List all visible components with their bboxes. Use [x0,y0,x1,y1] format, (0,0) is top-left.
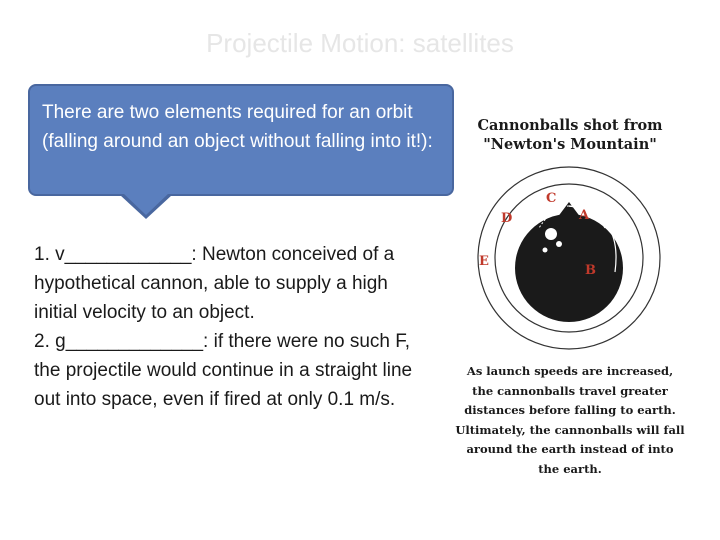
callout-box [28,84,454,196]
earth-speckle [556,241,562,247]
label-c: C [546,191,557,206]
label-b: B [585,263,596,278]
body-text [34,240,434,414]
earth-speckle [545,228,557,240]
label-d: D [501,211,513,226]
figure-title [455,116,685,154]
gravity-item: 2. g_____________: if there were no such F, the projectile would continue in a straight line out into space, even if fired at only 0.1 m/s. [34,331,413,410]
label-a: A [579,208,590,223]
slide-title: Projectile Motion: satellites [206,28,514,58]
figure-caption: As launch speeds are increased, the cannonballs travel greater distances before falling to earth. Ultimately, the cannonballs will fall around the earth instead of into the earth. [455,364,685,476]
velocity-item: 1. v____________: Newton conceived of a hypothetical cannon, able to supply a high initial velocity to an object. [34,244,395,323]
callout-text: There are two elements required for an orbit (falling around an object without falling into it!): [42,102,433,152]
figure-title-line1: Cannonballs shot from [477,117,663,134]
newtons-mountain-figure [455,110,685,490]
mountain [557,202,581,218]
label-e: E [479,254,489,269]
callout-tail-fill [123,193,169,215]
earth [515,214,623,322]
figure-title-line2: "Newton's Mountain" [483,136,657,153]
earth-speckle [543,248,548,253]
